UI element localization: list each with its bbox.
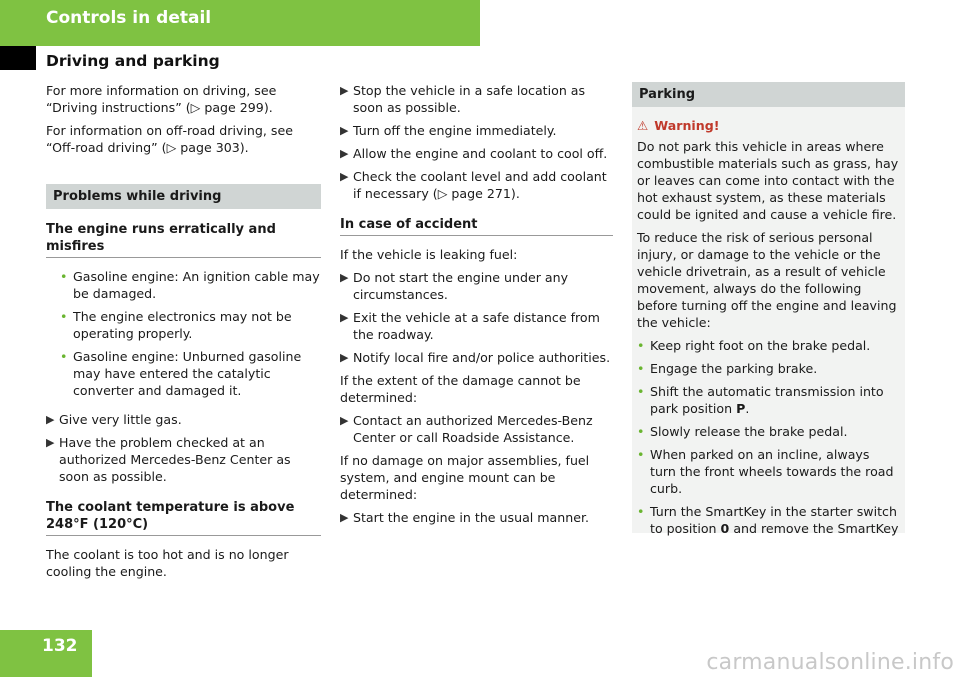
parking-panel [632,82,905,536]
step-item: ▶ Turn off the engine immediately. [340,123,557,138]
step-item: ▶ Check the coolant level and add coolant if necessary (▷ page 271). [340,169,607,201]
coolant-steps [340,82,613,202]
misfire-steps [46,411,321,485]
parking-body [632,107,905,537]
page-subtitle: Driving and parking [46,52,220,70]
leak-steps [340,269,613,366]
section-title: Controls in detail [46,8,212,28]
list-item: • Gasoline engine: An ignition cable may be damaged. [60,269,320,301]
step-item: ▶ Do not start the engine under any circumstances. [340,270,569,302]
bullet-icon: • [637,338,645,353]
step-item: ▶ Give very little gas. [46,412,182,427]
arrow-right-icon: ▶ [340,271,349,284]
bullet-icon: • [637,361,645,376]
damage-intro: If the extent of the damage cannot be determined: [340,373,581,405]
arrow-right-icon: ▶ [46,413,55,426]
step-item: ▶ Start the engine in the usual manner. [340,510,590,525]
bullet-icon: • [60,269,68,284]
list-item: • When parked on an incline, always turn the front wheels towards the road curb. [637,447,894,496]
list-item: • The engine electronics may not be operating properly. [60,309,292,341]
warning-text-1: Do not park this vehicle in areas where combustible materials such as grass, hay or leaves can come into contact with the hot exhaust system, as these materials could be ignited and cause a vehicle fire. [637,139,899,222]
leak-intro: If the vehicle is leaking fuel: [340,247,518,262]
nodamage-steps [340,509,613,526]
parking-heading: Parking [632,82,905,107]
corner-marker [0,46,36,70]
bullet-icon: • [60,309,68,324]
step-item: ▶ Stop the vehicle in a safe location as soon as possible. [340,83,586,115]
arrow-right-icon: ▶ [340,124,349,137]
damage-steps [340,412,613,446]
arrow-right-icon: ▶ [340,351,349,364]
bullet-icon: • [60,349,68,364]
watermark: carmanualsonline.info [706,650,954,675]
misfire-heading: The engine runs erratically and misfires [46,221,321,258]
parking-bullets [637,337,899,537]
nodamage-intro: If no damage on major assemblies, fuel system, and engine mount can be determined: [340,453,590,502]
arrow-right-icon: ▶ [46,436,55,449]
list-item: • Shift the automatic transmission into park position P. [637,384,884,416]
intro-para-2: For information on off-road driving, see “Off-road driving” (▷ page 303). [46,123,293,155]
step-item: ▶ Allow the engine and coolant to cool off. [340,146,608,161]
arrow-right-icon: ▶ [340,511,349,524]
misfire-bullets [46,268,321,399]
list-item: • Engage the parking brake. [637,361,818,376]
warning-text-2: To reduce the risk of serious personal injury, or damage to the vehicle or the vehicle drivetrain, as a result of vehicle movement, always do the following before turning off the engine and leaving the vehicle: [637,230,897,330]
step-item: ▶ Have the problem checked at an authorized Mercedes-Benz Center as soon as possible. [46,435,291,484]
list-item: • Gasoline engine: Unburned gasoline may have entered the catalytic converter and damaged it. [60,349,302,398]
accident-heading: In case of accident [340,216,613,236]
warning-triangle-icon: ⚠ [637,118,649,133]
header-band [0,0,480,46]
column-2 [340,82,613,532]
coolant-text: The coolant is too hot and is no longer cooling the engine. [46,547,289,579]
bullet-icon: • [637,447,645,462]
bullet-icon: • [637,424,645,439]
coolant-heading: The coolant temperature is above 248°F (120°C) [46,499,321,536]
intro-para-1: For more information on driving, see “Driving instructions” (▷ page 299). [46,83,277,115]
list-item: • Turn the SmartKey in the starter switch to position 0 and remove the SmartKey [637,504,899,536]
arrow-right-icon: ▶ [340,311,349,324]
arrow-right-icon: ▶ [340,170,349,183]
step-item: ▶ Notify local fire and/or police authorities. [340,350,611,365]
page-number-box [0,630,92,677]
arrow-right-icon: ▶ [340,414,349,427]
step-item: ▶ Exit the vehicle at a safe distance from the roadway. [340,310,600,342]
problems-heading: Problems while driving [46,184,321,209]
bullet-icon: • [637,384,645,399]
step-item: ▶ Contact an authorized Mercedes-Benz Center or call Roadside Assistance. [340,413,593,445]
page-number: 132 [42,636,78,656]
bullet-icon: • [637,504,645,519]
arrow-right-icon: ▶ [340,147,349,160]
column-1 [46,82,321,586]
warning-title: ⚠ Warning! [637,118,720,133]
list-item: • Slowly release the brake pedal. [637,424,848,439]
arrow-right-icon: ▶ [340,84,349,97]
list-item: • Keep right foot on the brake pedal. [637,338,871,353]
